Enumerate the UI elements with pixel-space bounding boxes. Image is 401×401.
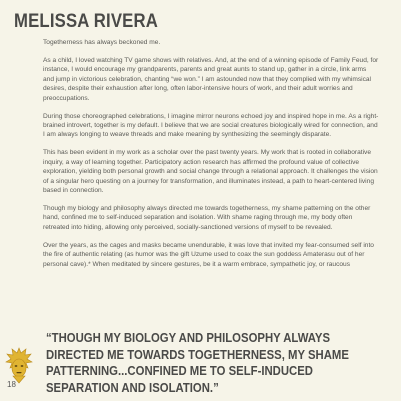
paragraph: Over the years, as the cages and masks became unendurable, it was love that invited my fear-consumed self into the fire of authentic relating (as humor was the gift Uzume used to coax the sun goddess Amaterasu out of her personal cave).* When meditated by sincere gestures, be it a warm embrace, sympathetic joy, or raucous [43,241,374,268]
paragraph: Togetherness has always beckoned me. [43,39,161,46]
paragraph: During those choreographed celebrations, I imagine mirror neurons echoed joy and inspired hope in me. As a right-brained introvert, together is my default. I believe that we are social creatures biologically wired for connection, and I am always longing to weave threads and make meaning by synthesizing the seemingly disparate. [43,112,379,139]
page-number: 18 [7,380,16,389]
essay-body [43,38,379,278]
author-name-heading: MELISSA RIVERA [14,11,158,32]
paragraph: As a child, I loved watching TV game shows with relatives. And, at the end of a winning episode of Family Feud, for instance, I would encourage my grandparents, parents and great aunts to stand up, gather in a circle, link arms and jump in victorious celebration, chanting “we won.” I am astounded now that they complied with my whimsical desires, despite their exhaustion after long, often labor-intensive hours of work, and their adult worries and preoccupations. [43,57,379,102]
paragraph: Though my biology and philosophy always directed me towards togetherness, my shame patterning on the other hand, confined me to self-induced separation and isolation. With shame raging through me, my body often retreated into hiding, allowing only perceived, socially-sanctioned versions of myself to be revealed. [43,205,371,231]
pull-quote: “THOUGH MY BIOLOGY AND PHILOSOPHY ALWAYS DIRECTED ME TOWARDS TOGETHERNESS, MY SHAME PATTERNING...CONFINED ME TO SELF-INDUCED SEPARATION AND ISOLATION.” [46,331,349,395]
paragraph: This has been evident in my work as a scholar over the past twenty years. My work that is rooted in collaborative inquiry, a way of learning together. Participatory action research has affirmed the profound value of collective exploration, yielding both personal growth and social change through a relational approach. It challenges the vision of a singular hero questing on a journey for transformation, and illuminates instead, a path to heart-centered living based in connection. [43,149,378,195]
golden-mask-icon [4,346,34,384]
